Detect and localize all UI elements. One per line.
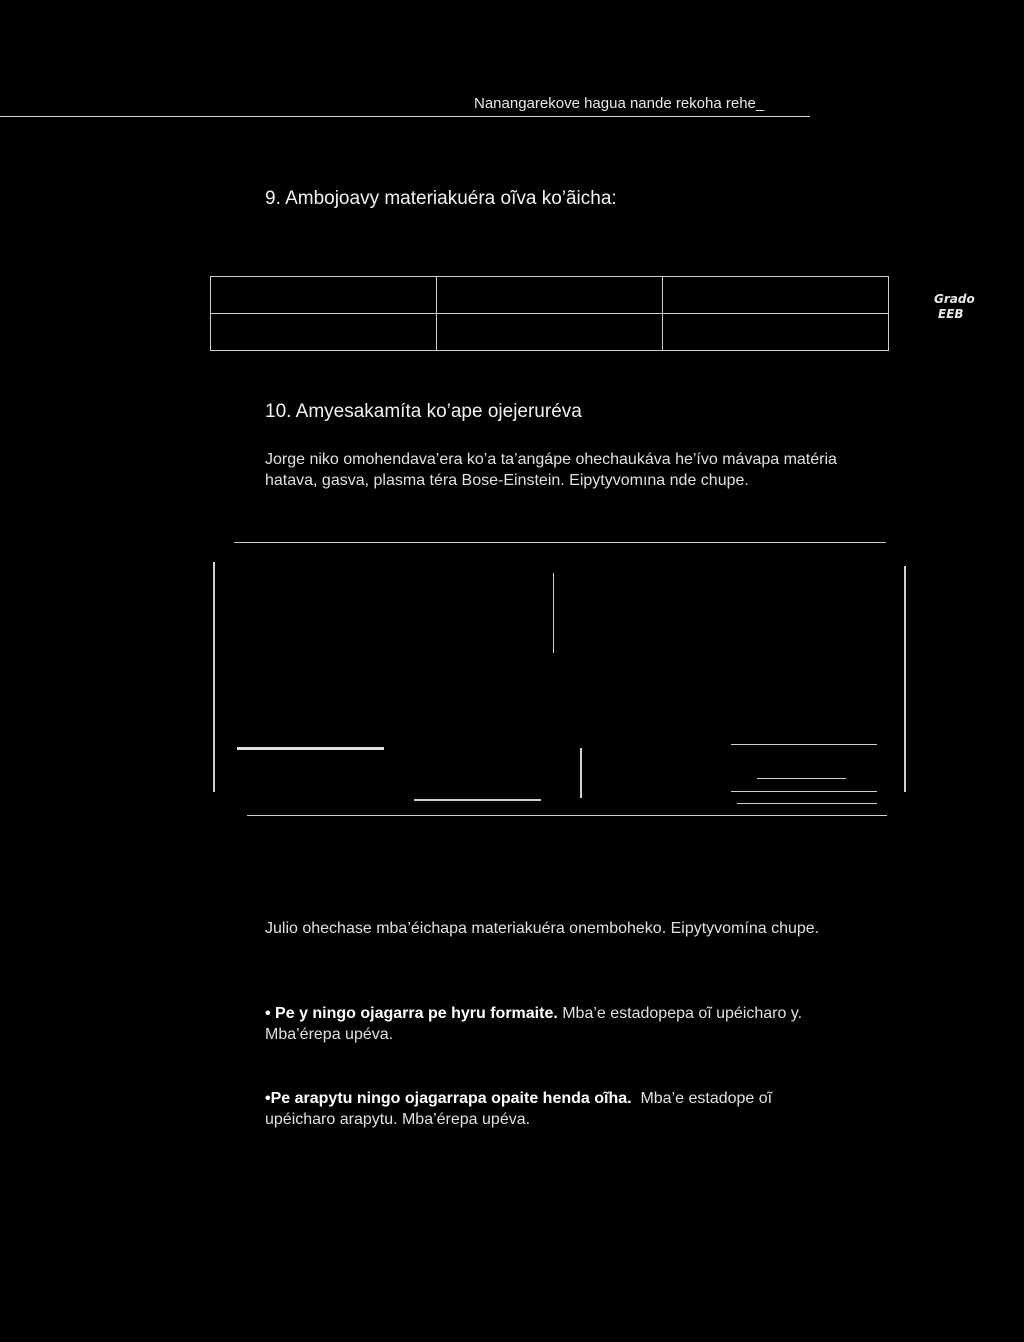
frame-top-rule [234,542,886,543]
bullet-question: Mba’e estadopepa oĩ upéicharo y. [557,1005,803,1022]
bullet-water [265,1003,915,1045]
question-10-title: 10. Amyesakamíta ko’ape ojejeruréva [265,401,582,422]
answer-line[interactable] [731,744,877,745]
question-10-intro [265,449,915,491]
answer-line[interactable] [237,747,384,750]
question-9-title: 9. Ambojoavy materiakuéra oĩva ko’ãicha: [265,188,617,209]
frame-divider [553,573,554,653]
intro-line: Jorge niko omohendava’era ko’a ta’angápe ohechaukáva he’ívo mávapa matéria [265,451,837,468]
answer-line[interactable] [731,791,877,792]
bullet-line: upéicharo arapytu. Mba’érepa upéva. [265,1111,531,1128]
bullet-lead: •Pe arapytu ningo ojagarrapa opaite henda oĩha. [265,1090,632,1107]
table-cell[interactable] [211,314,437,351]
table-cell[interactable] [437,314,663,351]
intro-line: hatava, gasva, plasma téra Bose-Einstein. Eipytyvomına nde chupe. [265,472,749,489]
frame-bottom-rule [247,815,887,816]
bullet-lead: • Pe y ningo ojagarra pe hyru formaite. [265,1005,558,1022]
running-header: Nanangarekove hagua nande rekoha rehe_ [474,95,765,112]
comparison-table [210,276,889,351]
grade-label-line: Grado [934,292,975,306]
table-cell[interactable] [437,277,663,314]
bullet-question: Mba’e estadope oĩ [631,1090,773,1107]
table-row [211,314,889,351]
answer-line[interactable] [737,803,877,804]
frame-right-border [904,566,906,792]
bullet-line: Mba’érepa upéva. [265,1026,394,1043]
answer-line[interactable] [414,799,541,801]
bullet-line [265,1003,915,1024]
table-cell[interactable] [663,277,889,314]
bullet-sand [265,1088,915,1130]
grade-label-line: EEB [938,307,964,321]
frame-divider [580,748,582,798]
bullet-line [265,1088,915,1109]
header-rule [0,116,810,117]
table-cell[interactable] [663,314,889,351]
julio-instruction: Julio ohechase mba’éichapa materiakuéra onemboheko. Eipytyvomína chupe. [265,920,820,937]
grade-label [934,292,975,322]
frame-left-border [213,562,215,792]
table-row [211,277,889,314]
table-cell[interactable] [211,277,437,314]
answer-line[interactable] [757,778,846,779]
